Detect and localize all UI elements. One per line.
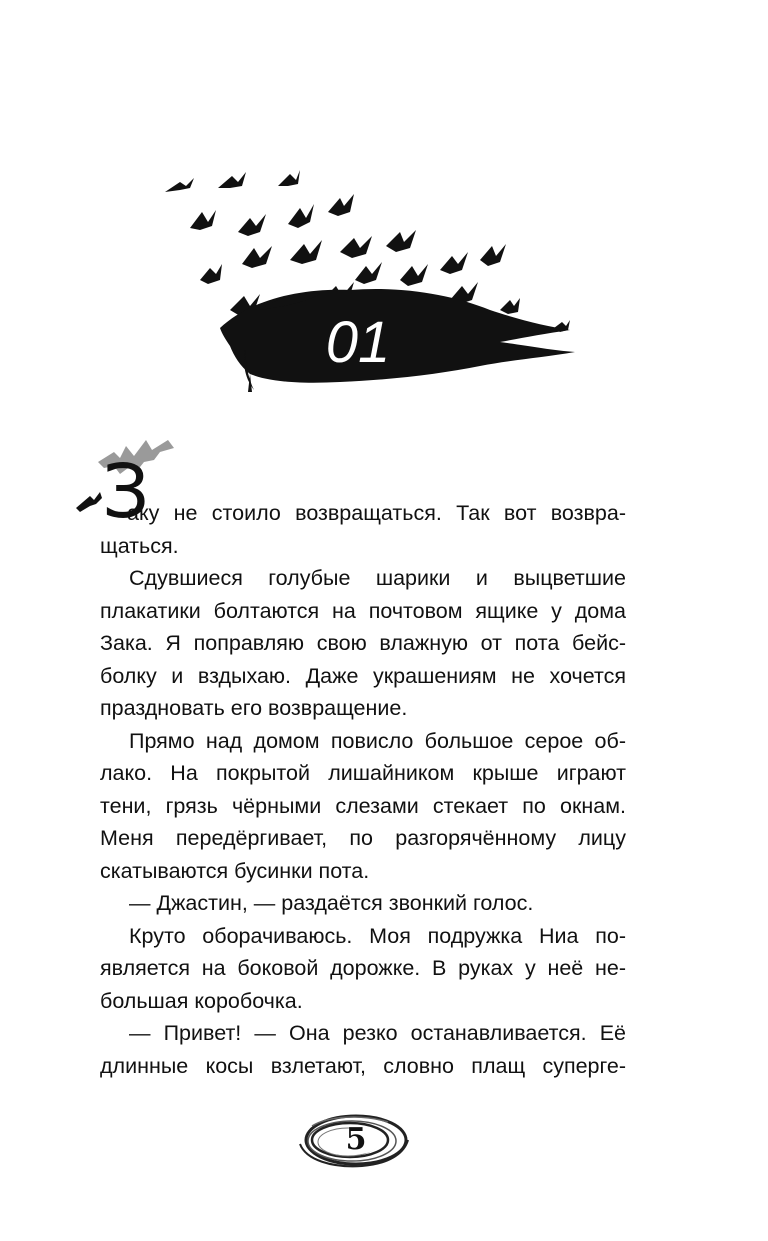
text-line: щаться. xyxy=(100,533,179,558)
text-line: тени, грязь чёрными слезами стекает по окнам. xyxy=(100,793,626,818)
text-line: Зака. Я поправляю свою влажную от пота бейс- xyxy=(100,631,626,655)
chapter-header-illustration xyxy=(150,160,590,400)
page-number: 5 xyxy=(345,1122,367,1157)
text-line: Сдувшиеся голубые шарики и выцветшие xyxy=(129,566,626,590)
text-line: болку и вздыхаю. Даже украшениям не хочется xyxy=(100,663,626,688)
chapter-number: 01 xyxy=(325,310,391,375)
text-line: — Привет! — Она резко останавливается. Её xyxy=(129,1021,626,1045)
text-line: Прямо над домом повисло большое серое об- xyxy=(129,728,626,753)
text-line: длинные косы взлетают, словно плащ суперге- xyxy=(100,1053,626,1078)
text-line: плакатики болтаются на почтовом ящике у дома xyxy=(100,598,626,623)
text-line: большая коробочка. xyxy=(100,988,303,1013)
text-line: праздновать его возвращение. xyxy=(100,696,408,720)
ink-brush-stroke xyxy=(220,289,575,392)
black-bat-icon xyxy=(76,492,102,512)
text-line: скатываются бусинки пота. xyxy=(100,858,370,883)
dropcap-letter: З xyxy=(102,449,150,535)
text-line: аку не стоило возвращаться. Так вот возвра- xyxy=(127,501,626,525)
text-line: является на боковой дорожке. В руках у неё не- xyxy=(100,956,626,980)
body-text xyxy=(100,497,626,1082)
text-line: — Джастин, — раздаётся звонкий голос. xyxy=(129,891,534,915)
text-line: лако. На покрытой лишайником крыше играют xyxy=(100,761,626,785)
text-line: Круто оборачиваюсь. Моя подружка Ниа по- xyxy=(129,923,626,948)
text-line: Меня передёргивает, по разгорячённому лицу xyxy=(100,826,626,850)
